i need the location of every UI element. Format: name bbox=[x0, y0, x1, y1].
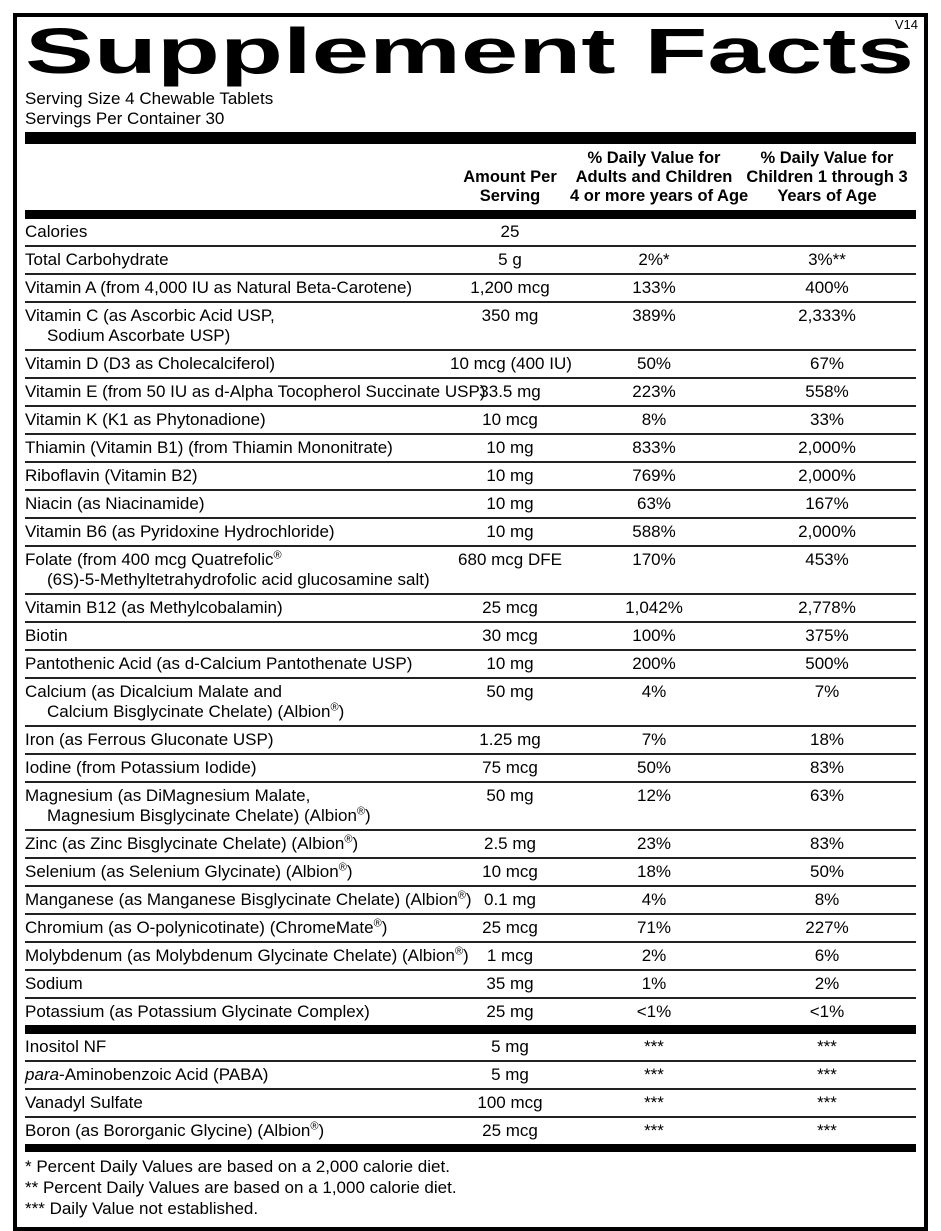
dv-children-value: 83% bbox=[809, 758, 845, 777]
ingredient-name: Folate (from 400 mcg Quatrefolic® (6S)-5-Methyltetrahydrofolic acid glucosamine salt) bbox=[25, 549, 430, 589]
dv-children-value: 2,000% bbox=[798, 466, 856, 485]
version-tag: V14 bbox=[894, 17, 918, 32]
dv-children-value: 375% bbox=[805, 626, 849, 645]
dv-adults-value: 769% bbox=[632, 466, 676, 485]
dv-adults-value: *** bbox=[644, 1093, 664, 1112]
table-row bbox=[25, 489, 916, 517]
divider-bar-top bbox=[25, 132, 916, 144]
amount-per-serving-value: 75 mcg bbox=[482, 758, 538, 777]
dv-children-value: 2% bbox=[814, 974, 840, 993]
dv-adults-value: 7% bbox=[641, 730, 667, 749]
amount-per-serving-value: 0.1 mg bbox=[484, 890, 536, 909]
table-row bbox=[25, 753, 916, 781]
table-row bbox=[25, 781, 916, 829]
dv-adults-value: 200% bbox=[632, 654, 676, 673]
dv-adults-value: 23% bbox=[636, 834, 672, 853]
column-header-dv-children: % Daily Value for Children 1 through 3 Years of Age bbox=[746, 149, 908, 205]
dv-adults-value: 389% bbox=[632, 306, 676, 325]
amount-per-serving-value: 10 mg bbox=[486, 466, 534, 485]
amount-per-serving-value: 25 mcg bbox=[482, 1121, 538, 1140]
dv-adults-value: 12% bbox=[636, 786, 672, 805]
ingredient-name: Thiamin (Vitamin B1) (from Thiamin Mononitrate) bbox=[25, 438, 393, 457]
amount-per-serving-value: 10 mg bbox=[486, 494, 534, 513]
table-row bbox=[25, 829, 916, 857]
table-row bbox=[25, 405, 916, 433]
amount-per-serving-value: 1.25 mg bbox=[479, 730, 541, 749]
serving-info bbox=[25, 89, 916, 129]
dv-adults-value: 100% bbox=[632, 626, 676, 645]
dv-adults-value: 170% bbox=[632, 550, 676, 569]
footnote-1000-calorie: ** Percent Daily Values are based on a 1,000 calorie diet. bbox=[25, 1178, 457, 1197]
footnotes bbox=[25, 1152, 916, 1221]
dv-children-value: 63% bbox=[809, 786, 845, 805]
ingredient-name: Vitamin K (K1 as Phytonadione) bbox=[25, 410, 266, 429]
table-row bbox=[25, 1034, 916, 1060]
ingredient-name: Manganese (as Manganese Bisglycinate Chelate) (Albion®) bbox=[25, 889, 472, 909]
table-row bbox=[25, 245, 916, 273]
dv-children-value: 83% bbox=[809, 834, 845, 853]
dv-children-value: 500% bbox=[805, 654, 849, 673]
amount-per-serving-value: 10 mg bbox=[486, 654, 534, 673]
amount-per-serving-value: 5 mg bbox=[491, 1065, 529, 1084]
ingredient-name: Iron (as Ferrous Gluconate USP) bbox=[25, 730, 274, 749]
dv-children-value: 3%** bbox=[808, 250, 846, 269]
dv-children-value: 2,333% bbox=[798, 306, 856, 325]
dv-adults-value: 133% bbox=[632, 278, 676, 297]
amount-per-serving-value: 680 mcg DFE bbox=[458, 550, 562, 569]
table-row bbox=[25, 273, 916, 301]
amount-per-serving-value: 5 mg bbox=[491, 1037, 529, 1056]
table-row bbox=[25, 433, 916, 461]
dv-adults-value: 63% bbox=[636, 494, 672, 513]
dv-adults-value: 223% bbox=[632, 382, 676, 401]
amount-per-serving-value: 25 mg bbox=[486, 1002, 534, 1021]
amount-per-serving-value: 10 mcg bbox=[482, 862, 538, 881]
amount-per-serving-value: 25 bbox=[500, 222, 520, 241]
dv-adults-value: 588% bbox=[632, 522, 676, 541]
table-row bbox=[25, 517, 916, 545]
dv-adults-value: 71% bbox=[636, 918, 672, 937]
ingredient-name: Magnesium (as DiMagnesium Malate, Magnesium Bisglycinate Chelate) (Albion®) bbox=[25, 786, 371, 825]
dv-children-value: 33% bbox=[809, 410, 845, 429]
ingredient-name: Vitamin B6 (as Pyridoxine Hydrochloride) bbox=[25, 522, 335, 541]
dv-adults-value: 1% bbox=[641, 974, 667, 993]
amount-per-serving-value: 1 mcg bbox=[486, 946, 534, 965]
dv-adults-value: 50% bbox=[636, 758, 672, 777]
amount-per-serving-value: 350 mg bbox=[481, 306, 539, 325]
other-table-body bbox=[25, 1034, 916, 1144]
table-row bbox=[25, 997, 916, 1025]
table-row bbox=[25, 219, 916, 245]
amount-per-serving-value: 25 mcg bbox=[482, 598, 538, 617]
dv-children-value: 400% bbox=[805, 278, 849, 297]
table-row bbox=[25, 885, 916, 913]
ingredient-name: Vitamin B12 (as Methylcobalamin) bbox=[25, 598, 283, 617]
dv-children-value: 7% bbox=[814, 682, 840, 701]
amount-per-serving-value: 10 mcg (400 IU) bbox=[450, 354, 572, 373]
dv-children-value: *** bbox=[817, 1065, 837, 1084]
ingredient-name: Pantothenic Acid (as d-Calcium Pantothenate USP) bbox=[25, 654, 413, 673]
table-row bbox=[25, 969, 916, 997]
divider-bar-footnotes bbox=[25, 1144, 916, 1152]
amount-per-serving-value: 33.5 mg bbox=[479, 382, 541, 401]
dv-adults-value: *** bbox=[644, 1065, 664, 1084]
dv-children-value: 453% bbox=[805, 550, 849, 569]
ingredient-name: Vitamin E (from 50 IU as d-Alpha Tocopherol Succinate USP) bbox=[25, 382, 486, 401]
ingredient-name: Vanadyl Sulfate bbox=[25, 1093, 143, 1112]
ingredient-name: Niacin (as Niacinamide) bbox=[25, 494, 205, 513]
ingredient-name: Iodine (from Potassium Iodide) bbox=[25, 758, 257, 777]
footnote-not-established: *** Daily Value not established. bbox=[25, 1199, 259, 1218]
dv-children-value: *** bbox=[817, 1093, 837, 1112]
dv-adults-value: 50% bbox=[636, 354, 672, 373]
amount-per-serving-value: 50 mg bbox=[486, 682, 534, 701]
ingredient-name: para-Aminobenzoic Acid (PABA) bbox=[25, 1065, 269, 1084]
amount-per-serving-value: 25 mcg bbox=[482, 918, 538, 937]
ingredient-name: Potassium (as Potassium Glycinate Complex) bbox=[25, 1002, 370, 1021]
dv-adults-value: 2% bbox=[641, 946, 667, 965]
ingredient-name: Zinc (as Zinc Bisglycinate Chelate) (Albion®) bbox=[25, 833, 359, 853]
table-row bbox=[25, 461, 916, 489]
main-table-body bbox=[25, 219, 916, 1025]
dv-children-value: *** bbox=[817, 1121, 837, 1140]
dv-adults-value: 833% bbox=[632, 438, 676, 457]
table-row bbox=[25, 941, 916, 969]
amount-per-serving-value: 50 mg bbox=[486, 786, 534, 805]
dv-children-value: 67% bbox=[809, 354, 845, 373]
table-row bbox=[25, 377, 916, 405]
ingredient-name: Chromium (as O-polynicotinate) (ChromeMate®) bbox=[25, 917, 388, 937]
dv-children-value: 2,778% bbox=[798, 598, 856, 617]
dv-children-value: 227% bbox=[805, 918, 849, 937]
dv-adults-value: 8% bbox=[641, 410, 667, 429]
dv-adults-value: 1,042% bbox=[625, 598, 683, 617]
ingredient-name: Vitamin A (from 4,000 IU as Natural Beta-Carotene) bbox=[25, 278, 413, 297]
amount-per-serving-value: 5 g bbox=[498, 250, 522, 269]
dv-adults-value: 2%* bbox=[638, 250, 670, 269]
ingredient-name: Sodium bbox=[25, 974, 83, 993]
dv-children-value: 2,000% bbox=[798, 438, 856, 457]
table-row bbox=[25, 621, 916, 649]
ingredient-name: Molybdenum (as Molybdenum Glycinate Chelate) (Albion®) bbox=[25, 945, 469, 965]
ingredient-name: Vitamin D (D3 as Cholecalciferol) bbox=[25, 354, 276, 373]
table-row bbox=[25, 857, 916, 885]
ingredient-name: Riboflavin (Vitamin B2) bbox=[25, 466, 198, 485]
amount-per-serving-value: 2.5 mg bbox=[484, 834, 536, 853]
table-row bbox=[25, 1116, 916, 1144]
table-row bbox=[25, 677, 916, 725]
column-header-amount: Amount Per Serving bbox=[463, 168, 557, 205]
table-row bbox=[25, 349, 916, 377]
table-row bbox=[25, 545, 916, 593]
dv-children-value: 8% bbox=[814, 890, 840, 909]
table-row bbox=[25, 1060, 916, 1088]
supplement-facts-label bbox=[13, 13, 928, 1231]
ingredient-name: Vitamin C (as Ascorbic Acid USP, Sodium Ascorbate USP) bbox=[25, 306, 275, 345]
ingredient-name: Calcium (as Dicalcium Malate and Calcium Bisglycinate Chelate) (Albion®) bbox=[25, 682, 345, 721]
header-spacer bbox=[25, 149, 450, 206]
servings-per-container-line: Servings Per Container 30 bbox=[25, 109, 225, 128]
ingredient-name: Boron (as Bororganic Glycine) (Albion®) bbox=[25, 1120, 325, 1140]
dv-children-value: 558% bbox=[805, 382, 849, 401]
dv-children-value: 2,000% bbox=[798, 522, 856, 541]
amount-per-serving-value: 35 mg bbox=[486, 974, 534, 993]
serving-size-line: Serving Size 4 Chewable Tablets bbox=[25, 89, 274, 108]
title bbox=[25, 25, 916, 87]
dv-adults-value: 4% bbox=[641, 682, 667, 701]
amount-per-serving-value: 10 mg bbox=[486, 522, 534, 541]
dv-children-value: <1% bbox=[809, 1002, 845, 1021]
table-row bbox=[25, 725, 916, 753]
table-row bbox=[25, 1088, 916, 1116]
dv-children-value: 167% bbox=[805, 494, 849, 513]
dv-adults-value: *** bbox=[644, 1037, 664, 1056]
page-title: Supplement Facts bbox=[25, 25, 914, 87]
table-row bbox=[25, 649, 916, 677]
amount-per-serving-value: 10 mg bbox=[486, 438, 534, 457]
amount-per-serving-value: 10 mcg bbox=[482, 410, 538, 429]
table-header-row bbox=[25, 144, 916, 210]
footnote-2000-calorie: * Percent Daily Values are based on a 2,000 calorie diet. bbox=[25, 1157, 450, 1176]
table-row bbox=[25, 913, 916, 941]
ingredient-name: Biotin bbox=[25, 626, 68, 645]
dv-children-value: 18% bbox=[809, 730, 845, 749]
column-header-dv-adults: % Daily Value for Adults and Children 4 or more years of Age bbox=[570, 149, 749, 205]
ingredient-name: Selenium (as Selenium Glycinate) (Albion®) bbox=[25, 861, 353, 881]
dv-children-value: 6% bbox=[814, 946, 840, 965]
dv-adults-value: *** bbox=[644, 1121, 664, 1140]
divider-bar-other-ingredients bbox=[25, 1025, 916, 1034]
dv-adults-value: 4% bbox=[641, 890, 667, 909]
ingredient-name: Inositol NF bbox=[25, 1037, 107, 1056]
dv-children-value: *** bbox=[817, 1037, 837, 1056]
dv-adults-value: 18% bbox=[636, 862, 672, 881]
amount-per-serving-value: 30 mcg bbox=[482, 626, 538, 645]
ingredient-name: Calories bbox=[25, 222, 88, 241]
divider-bar-header bbox=[25, 210, 916, 219]
dv-adults-value: <1% bbox=[636, 1002, 672, 1021]
amount-per-serving-value: 100 mcg bbox=[477, 1093, 543, 1112]
table-row bbox=[25, 301, 916, 349]
dv-children-value: 50% bbox=[809, 862, 845, 881]
amount-per-serving-value: 1,200 mcg bbox=[470, 278, 550, 297]
ingredient-name: Total Carbohydrate bbox=[25, 250, 169, 269]
table-row bbox=[25, 593, 916, 621]
